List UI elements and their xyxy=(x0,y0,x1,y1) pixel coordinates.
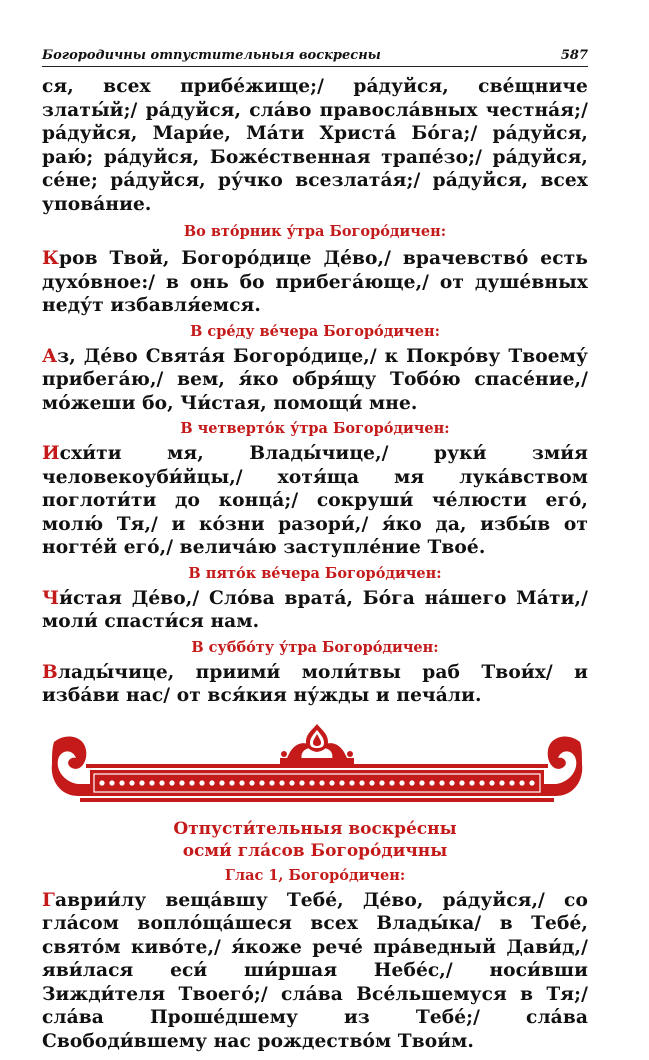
ornament-bead xyxy=(479,780,484,785)
ornament-bead xyxy=(189,780,194,785)
paragraph-text: схи́ти мя, Влады́чице,/ руки́ зми́я человекоуби́йцы,/ хотя́ща мя лука́вством поглоти́ти до конца́;/ сокруши́ че́люсти его́, молю́ Тя,/ и ко́зни разори́,/ я́ко да, избы́в от ногте́й его́,/ велича́ю заступле́ние Твое́. xyxy=(42,443,588,558)
ornament-bead xyxy=(469,780,474,785)
ornament-bead xyxy=(199,780,204,785)
drop-initial: Ч xyxy=(42,587,60,609)
paragraph-wednesday xyxy=(42,345,588,416)
ornament-bead xyxy=(299,780,304,785)
ornament-bead xyxy=(259,780,264,785)
paragraph-text: и́стая Де́во,/ Сло́ва врата́, Бо́га на́шего Ма́ти,/ моли́ спасти́ся нам. xyxy=(42,587,588,632)
paragraph-thursday xyxy=(42,442,588,560)
drop-initial: Г xyxy=(42,889,55,911)
ornament-bead xyxy=(249,780,254,785)
paragraph-tuesday xyxy=(42,247,588,318)
paragraph-text: лады́чице, приими́ моли́твы раб Твои́х/ и изба́ви нас/ от вся́кия ну́жды и печа́ли. xyxy=(42,661,588,706)
ornament-bead xyxy=(349,780,354,785)
ornament-bead xyxy=(379,780,384,785)
rubric-saturday: В суббо́ту у́тра Богоро́дичен: xyxy=(191,638,439,656)
rubric-friday: В пято́к ве́чера Богоро́дичен: xyxy=(188,564,442,582)
paragraph-tone-1 xyxy=(42,889,588,1054)
ornament-bead xyxy=(109,780,114,785)
ornament-bead xyxy=(359,780,364,785)
ornament-bead xyxy=(209,780,214,785)
rubric-thursday: В четверто́к у́тра Богоро́дичен: xyxy=(180,420,450,437)
ornament-bead xyxy=(159,780,164,785)
paragraph-text: з, Де́во Свята́я Богоро́дице,/ к Покро́ву Твоему́ прибега́ю,/ вем, я́ко обря́щу Тобо́ю спасе́ние,/ мо́жеши бо, Чи́стая, помощи́ мне. xyxy=(42,345,588,414)
paragraph-saturday xyxy=(42,661,588,708)
ornament-bead xyxy=(319,780,324,785)
ornament-bead xyxy=(519,780,524,785)
running-title: Богородичны отпустительныя воскресны xyxy=(42,48,381,63)
drop-initial: А xyxy=(42,345,58,367)
ornament-bead xyxy=(459,780,464,785)
ornament-bead xyxy=(429,780,434,785)
paragraph-text: ров Твой, Богоро́дице Де́во,/ врачевство́ есть духо́вное:/ в онь бо прибега́юще,/ от душе́вных неду́т избавля́емся. xyxy=(42,248,588,316)
ornament-bead xyxy=(409,780,414,785)
ornament-bead xyxy=(449,780,454,785)
ornament-bead xyxy=(309,780,314,785)
ornament-bead xyxy=(419,780,424,785)
ornament-bead xyxy=(99,780,104,785)
ornament-bead xyxy=(369,780,374,785)
drop-initial: К xyxy=(42,248,60,269)
ornament-bead xyxy=(149,780,154,785)
intro-paragraph: ся, всех прибе́жище;/ ра́дуйся, све́щниче златы́й;/ ра́дуйся, сла́во правосла́вных честна́я;/ ра́дуйся, Мари́е, Ма́ти Христа́ Бо́га;/ ра́дуйся, раю́; ра́дуйся, Боже́ственная трапе́зо;/ ра́дуйся, се́не; ра́дуйся, ру́чко всезлата́я;/ ра́дуйся, всех упова́ние. xyxy=(42,76,588,215)
ornament-bead xyxy=(499,780,504,785)
drop-initial: В xyxy=(42,661,58,683)
rubric-wednesday: В сре́ду ве́чера Богоро́дичен: xyxy=(190,322,440,340)
ornament-bead xyxy=(329,780,334,785)
rubric-tuesday: Во вто́рник у́тра Богоро́дичен: xyxy=(183,223,447,240)
ornament-bead xyxy=(489,780,494,785)
ornament-bead xyxy=(169,780,174,785)
section-title-line-2: осми́ гла́сов Богоро́дичны xyxy=(182,840,448,861)
ornament-bead xyxy=(139,780,144,785)
rubric-tone-1: Глас 1, Богоро́дичен: xyxy=(224,866,406,884)
ornament-bead xyxy=(179,780,184,785)
ornament-bead xyxy=(129,780,134,785)
header-rule xyxy=(42,66,588,67)
ornament-bead xyxy=(339,780,344,785)
ornament-bead xyxy=(529,780,534,785)
page-number: 587 xyxy=(560,48,588,63)
paragraph-text: аврии́лу веща́вшу Тебе́, Де́во, ра́дуйся,/ со гла́сом вопло́ща́шеся всех Влады́ка/ в Тебе́, свято́м киво́те,/ я́коже рече́ пра́ведный Дави́д,/ яви́лася еси́ ши́ршая Небе́с,/ носи́вши Зижди́теля Твоего́;/ сла́ва Все́льшемуся в Тя;/ сла́ва Проше́дшему из Тебе́;/ сла́ва Свободи́вшему нас рождество́м Твои́м. xyxy=(42,889,588,1052)
ornament-bead xyxy=(439,780,444,785)
drop-initial: И xyxy=(42,443,60,464)
ornament-bead xyxy=(239,780,244,785)
ornament-bead xyxy=(269,780,274,785)
ornament-bead xyxy=(219,780,224,785)
ornament-bead xyxy=(509,780,514,785)
book-page xyxy=(42,48,588,1053)
ornament-bead xyxy=(229,780,234,785)
paragraph-friday xyxy=(42,587,588,634)
ornament-bead xyxy=(119,780,124,785)
ornament-bead xyxy=(279,780,284,785)
ornament-bead xyxy=(399,780,404,785)
section-title-line-1: Отпусти́тельныя воскре́сны xyxy=(173,818,457,839)
ornament-bead xyxy=(389,780,394,785)
ornament-bead xyxy=(289,780,294,785)
running-header xyxy=(42,48,588,66)
headpiece-ornament xyxy=(50,722,584,808)
